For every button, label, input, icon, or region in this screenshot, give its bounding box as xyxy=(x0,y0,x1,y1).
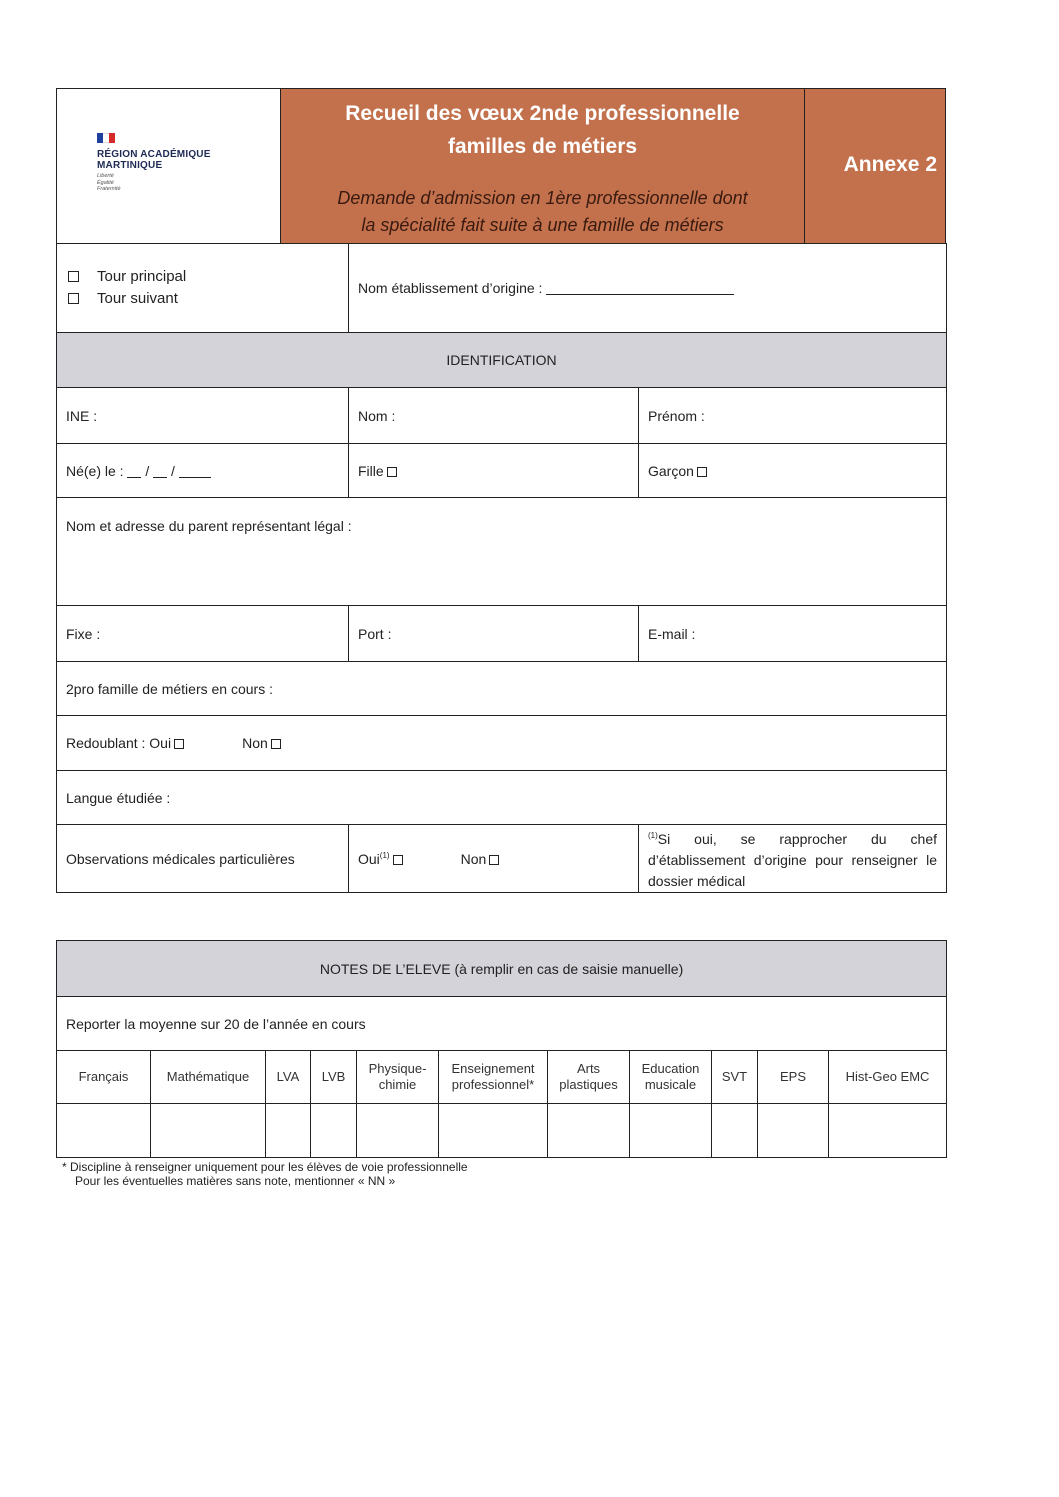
annex-label: Annexe 2 xyxy=(843,153,937,176)
subject-header: Education musicale xyxy=(630,1051,712,1104)
title-line-2: familles de métiers xyxy=(447,135,638,158)
tour-cell xyxy=(57,244,349,333)
grade-cell[interactable] xyxy=(630,1104,712,1158)
fixe-field[interactable]: Fixe : xyxy=(57,606,349,662)
identification-table xyxy=(56,243,947,893)
redoublant-cell xyxy=(57,716,947,771)
famille-field[interactable]: 2pro famille de métiers en cours : xyxy=(57,662,947,716)
observations-oui-sup: (1) xyxy=(379,850,390,860)
fille-label: Fille xyxy=(358,462,384,479)
form-subtitle xyxy=(281,185,804,239)
observations-non-checkbox[interactable] xyxy=(489,855,499,865)
identification-heading: IDENTIFICATION xyxy=(57,333,947,388)
garcon-checkbox[interactable] xyxy=(697,467,707,477)
parent-field[interactable]: Nom et adresse du parent représentant légal : xyxy=(57,498,947,606)
logo-line-1: RÉGION ACADÉMIQUE xyxy=(97,149,211,160)
grade-cell[interactable] xyxy=(712,1104,758,1158)
subject-header: LVA xyxy=(266,1051,311,1104)
title-cell xyxy=(281,89,805,243)
grade-cell[interactable] xyxy=(357,1104,439,1158)
french-flag-icon xyxy=(97,133,115,143)
redoublant-label: Redoublant : Oui xyxy=(66,735,172,751)
logo-line-2: MARTINIQUE xyxy=(97,160,163,171)
email-field[interactable]: E-mail : xyxy=(639,606,947,662)
notes-instruction: Reporter la moyenne sur 20 de l’année en cours xyxy=(57,997,947,1051)
form-title xyxy=(281,97,804,163)
grade-cell[interactable] xyxy=(829,1104,947,1158)
subject-header: SVT xyxy=(712,1051,758,1104)
subtitle-line-1: Demande d’admission en 1ère professionnelle dont xyxy=(337,188,748,208)
footnote xyxy=(62,1160,468,1188)
garcon-cell xyxy=(639,444,947,498)
subtitle-line-2: la spécialité fait suite à une famille de métiers xyxy=(361,215,724,235)
tour-principal-option[interactable] xyxy=(66,266,339,288)
birth-day-field[interactable] xyxy=(127,477,141,478)
etablissement-field[interactable] xyxy=(546,294,734,295)
note-text: Si oui, se rapprocher du chef d’établissement d’origine pour renseigner le dossier médical xyxy=(648,831,937,889)
redoublant-oui-checkbox[interactable] xyxy=(174,739,184,749)
notes-heading: NOTES DE L’ELEVE (à remplir en cas de saisie manuelle) xyxy=(57,941,947,997)
logo-cell xyxy=(57,89,281,243)
grade-cell[interactable] xyxy=(548,1104,630,1158)
grade-cell[interactable] xyxy=(758,1104,829,1158)
etablissement-label: Nom établissement d’origine : xyxy=(358,280,543,296)
subject-header: Hist-Geo EMC xyxy=(829,1051,947,1104)
observations-oui-checkbox[interactable] xyxy=(393,855,403,865)
nom-field[interactable]: Nom : xyxy=(349,388,639,444)
garcon-label: Garçon xyxy=(648,462,694,479)
redoublant-non-checkbox[interactable] xyxy=(271,739,281,749)
birth-month-field[interactable] xyxy=(153,477,167,478)
grade-cell[interactable] xyxy=(439,1104,548,1158)
title-line-1: Recueil des vœux 2nde professionnelle xyxy=(345,102,740,125)
observations-choice-cell xyxy=(349,825,639,893)
tour-suivant-option[interactable] xyxy=(66,288,339,310)
grade-cell[interactable] xyxy=(266,1104,311,1158)
tour-principal-label: Tour principal xyxy=(97,268,187,285)
subject-header: EPS xyxy=(758,1051,829,1104)
note-sup: (1) xyxy=(648,831,658,840)
etablissement-cell xyxy=(349,244,947,333)
subject-header: Français xyxy=(57,1051,151,1104)
observations-non-label: Non xyxy=(460,850,487,867)
footnote-line-1: * Discipline à renseigner uniquement pour les élèves de voie professionnelle xyxy=(62,1160,468,1174)
birthdate-label: Né(e) le : xyxy=(66,462,124,479)
grade-cell[interactable] xyxy=(151,1104,266,1158)
langue-field[interactable]: Langue étudiée : xyxy=(57,771,947,825)
fille-cell xyxy=(349,444,639,498)
header xyxy=(56,88,946,244)
prenom-field[interactable]: Prénom : xyxy=(639,388,947,444)
grade-cell[interactable] xyxy=(311,1104,357,1158)
subject-header: Enseignement professionnel* xyxy=(439,1051,548,1104)
subject-header: Mathématique xyxy=(151,1051,266,1104)
motto-2: Égalité xyxy=(97,179,114,186)
tour-suivant-checkbox[interactable] xyxy=(68,293,79,304)
footnote-line-2: Pour les éventuelles matières sans note, mentionner « NN » xyxy=(75,1174,396,1188)
annex-cell xyxy=(805,89,945,243)
tour-principal-checkbox[interactable] xyxy=(68,271,79,282)
subject-header: LVB xyxy=(311,1051,357,1104)
grade-cell[interactable] xyxy=(57,1104,151,1158)
notes-table xyxy=(56,940,947,1158)
birthdate-cell: Né(e) le : / / xyxy=(57,444,349,498)
motto-3: Fraternité xyxy=(97,186,121,192)
port-field[interactable]: Port : xyxy=(349,606,639,662)
redoublant-non-label: Non xyxy=(242,735,268,751)
tour-suivant-label: Tour suivant xyxy=(97,290,178,307)
subject-header: Physique-chimie xyxy=(357,1051,439,1104)
motto-1: Liberté xyxy=(97,173,114,179)
birth-year-field[interactable] xyxy=(179,477,211,478)
ine-field[interactable]: INE : xyxy=(57,388,349,444)
observations-note xyxy=(639,825,947,893)
observations-oui-label: Oui xyxy=(358,850,380,867)
region-logo xyxy=(97,149,211,171)
observations-label: Observations médicales particulières xyxy=(57,825,349,893)
fille-checkbox[interactable] xyxy=(387,467,397,477)
subject-header: Arts plastiques xyxy=(548,1051,630,1104)
motto xyxy=(97,173,121,193)
